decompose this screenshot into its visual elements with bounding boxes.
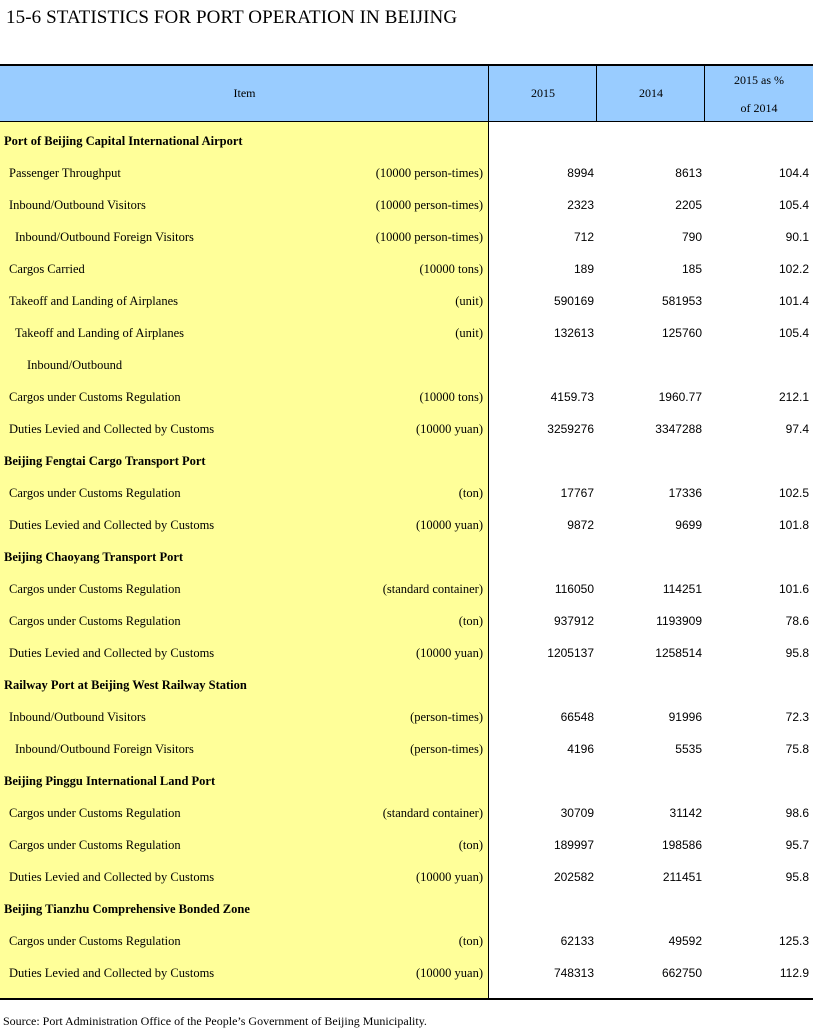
value-2015: 937912	[553, 614, 594, 628]
value-2014: 211451	[662, 870, 702, 884]
value-percent: 105.4	[778, 198, 809, 212]
header-percent	[704, 66, 813, 121]
table-row	[0, 862, 813, 894]
row-unit: (ton)	[458, 614, 483, 628]
value-percent: 97.4	[785, 422, 809, 436]
value-percent: 112.9	[779, 966, 809, 980]
value-2015: 4159.73	[550, 390, 594, 404]
table-row	[0, 734, 813, 766]
value-percent: 78.6	[785, 614, 809, 628]
value-percent: 105.4	[778, 326, 809, 340]
row-label: Inbound/Outbound Foreign Visitors	[15, 742, 194, 756]
table-row	[0, 414, 813, 446]
value-2015: 189	[573, 262, 594, 276]
value-2014: 198586	[661, 838, 702, 852]
row-label: Duties Levied and Collected by Customs	[9, 966, 215, 980]
value-percent: 125.3	[778, 934, 809, 948]
table-row	[0, 478, 813, 510]
value-2014: 91996	[668, 710, 702, 724]
row-label: Inbound/Outbound Foreign Visitors	[15, 230, 194, 244]
section-row	[0, 670, 813, 702]
row-label: Duties Levied and Collected by Customs	[9, 646, 215, 660]
row-label: Cargos under Customs Regulation	[9, 486, 181, 500]
value-2015: 202582	[553, 870, 594, 884]
value-2014: 790	[681, 230, 702, 244]
page-title: 15-6 STATISTICS FOR PORT OPERATION IN BEIJING	[6, 7, 458, 28]
row-unit: (unit)	[455, 326, 483, 340]
row-label: Takeoff and Landing of Airplanes	[15, 326, 184, 340]
row-label: Cargos under Customs Regulation	[9, 582, 181, 596]
value-percent: 102.5	[778, 486, 809, 500]
value-2014: 2205	[675, 198, 702, 212]
table-row	[0, 158, 813, 190]
value-2014: 1258514	[655, 646, 702, 660]
row-unit: (10000 yuan)	[416, 518, 483, 532]
row-unit: (10000 yuan)	[416, 966, 483, 980]
row-label: Cargos under Customs Regulation	[9, 390, 181, 404]
table-row	[0, 798, 813, 830]
row-label: Cargos under Customs Regulation	[9, 806, 181, 820]
row-unit: (ton)	[458, 934, 483, 948]
section-label: Port of Beijing Capital International Airport	[4, 134, 243, 148]
row-label: Inbound/Outbound Visitors	[9, 710, 146, 724]
row-label: Duties Levied and Collected by Customs	[9, 422, 215, 436]
value-2014: 31142	[669, 806, 702, 820]
value-2015: 62133	[560, 934, 594, 948]
value-percent: 95.7	[785, 838, 809, 852]
value-2015: 590169	[553, 294, 594, 308]
section-label: Beijing Pinggu International Land Port	[4, 774, 216, 788]
value-2014: 581953	[661, 294, 702, 308]
row-label: Cargos under Customs Regulation	[9, 838, 181, 852]
row-unit: (10000 tons)	[419, 262, 483, 276]
value-percent: 104.4	[778, 166, 809, 180]
row-unit: (person-times)	[410, 742, 483, 756]
table-row	[0, 638, 813, 670]
value-2014: 662750	[661, 966, 702, 980]
table-row	[0, 254, 813, 286]
row-label: Cargos Carried	[9, 262, 85, 276]
table-row	[0, 510, 813, 542]
statistics-table	[0, 64, 813, 1000]
row-label: Duties Levied and Collected by Customs	[9, 518, 215, 532]
section-label: Railway Port at Beijing West Railway Station	[4, 678, 247, 692]
value-2015: 1205137	[547, 646, 594, 660]
value-2015: 30709	[560, 806, 594, 820]
table-row	[0, 926, 813, 958]
table-row	[0, 286, 813, 318]
row-label: Cargos under Customs Regulation	[9, 934, 181, 948]
row-label: Passenger Throughput	[9, 166, 121, 180]
value-percent: 101.6	[778, 582, 809, 596]
table-row	[0, 702, 813, 734]
value-2015: 189997	[553, 838, 594, 852]
table-row	[0, 958, 813, 990]
section-label: Beijing Tianzhu Comprehensive Bonded Zone	[4, 902, 250, 916]
value-2014: 9699	[675, 518, 702, 532]
value-2014: 49592	[668, 934, 702, 948]
row-unit: (ton)	[458, 486, 483, 500]
value-percent: 72.3	[785, 710, 809, 724]
value-percent: 101.8	[778, 518, 809, 532]
row-unit: (unit)	[455, 294, 483, 308]
value-2015: 132613	[553, 326, 594, 340]
value-2014: 17336	[668, 486, 702, 500]
row-unit: (ton)	[458, 838, 483, 852]
header-percent-line2: of 2014	[740, 100, 778, 115]
row-unit: (10000 yuan)	[416, 870, 483, 884]
section-row	[0, 542, 813, 574]
table-row	[0, 382, 813, 414]
value-2015: 712	[573, 230, 594, 244]
value-2014: 185	[681, 262, 702, 276]
header-percent-line1: 2015 as %	[734, 72, 784, 87]
value-percent: 75.8	[785, 742, 809, 756]
value-percent: 90.1	[785, 230, 809, 244]
value-2015: 66548	[560, 710, 594, 724]
section-row	[0, 894, 813, 926]
row-unit: (10000 yuan)	[416, 422, 483, 436]
table-row	[0, 574, 813, 606]
value-percent: 212.1	[778, 390, 809, 404]
section-row	[0, 126, 813, 158]
value-2015: 748313	[553, 966, 594, 980]
row-unit: (10000 person-times)	[375, 230, 483, 244]
value-2014: 1960.77	[658, 390, 702, 404]
row-unit: (10000 person-times)	[375, 198, 483, 212]
value-2015: 8994	[567, 166, 594, 180]
row-unit: (standard container)	[382, 582, 483, 596]
value-2014: 3347288	[655, 422, 702, 436]
table-header	[0, 64, 813, 122]
header-2015: 2015	[488, 66, 597, 121]
table-row	[0, 190, 813, 222]
row-unit: (10000 yuan)	[416, 646, 483, 660]
value-percent: 102.2	[778, 262, 809, 276]
value-2014: 114251	[662, 582, 702, 596]
row-label: Duties Levied and Collected by Customs	[9, 870, 215, 884]
value-2015: 116050	[554, 582, 594, 596]
row-label: Cargos under Customs Regulation	[9, 614, 181, 628]
value-percent: 98.6	[785, 806, 809, 820]
table-row	[0, 350, 813, 382]
row-label: Inbound/Outbound	[27, 358, 123, 372]
value-2014: 1193909	[656, 614, 702, 628]
value-2014: 8613	[675, 166, 702, 180]
row-unit: (10000 person-times)	[375, 166, 483, 180]
value-2014: 5535	[675, 742, 702, 756]
row-unit: (10000 tons)	[419, 390, 483, 404]
value-2015: 2323	[567, 198, 594, 212]
section-row	[0, 766, 813, 798]
table-row	[0, 318, 813, 350]
value-2015: 4196	[567, 742, 594, 756]
row-unit: (standard container)	[382, 806, 483, 820]
table-body	[0, 122, 813, 1000]
section-label: Beijing Fengtai Cargo Transport Port	[4, 454, 206, 468]
header-2014: 2014	[596, 66, 705, 121]
row-unit: (person-times)	[410, 710, 483, 724]
row-label: Takeoff and Landing of Airplanes	[9, 294, 178, 308]
value-2015: 17767	[560, 486, 594, 500]
value-2014: 125760	[661, 326, 702, 340]
value-percent: 95.8	[785, 646, 809, 660]
source-note: Source: Port Administration Office of the People’s Government of Beijing Municipality.	[3, 1014, 427, 1028]
row-label: Inbound/Outbound Visitors	[9, 198, 146, 212]
value-2015: 9872	[567, 518, 594, 532]
section-row	[0, 446, 813, 478]
section-label: Beijing Chaoyang Transport Port	[4, 550, 184, 564]
value-percent: 95.8	[785, 870, 809, 884]
value-percent: 101.4	[778, 294, 809, 308]
table-row	[0, 222, 813, 254]
table-row	[0, 606, 813, 638]
value-2015: 3259276	[547, 422, 594, 436]
table-row	[0, 830, 813, 862]
header-item: Item	[233, 86, 256, 100]
